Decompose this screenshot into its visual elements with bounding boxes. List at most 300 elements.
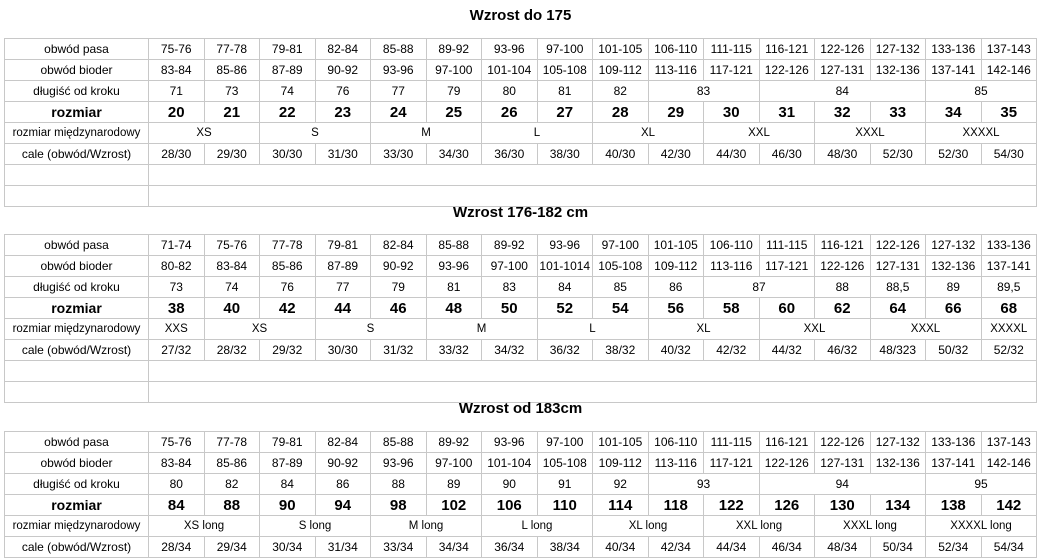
table-cell: 137-143 — [981, 432, 1037, 453]
row-label: obwód bioder — [5, 453, 149, 474]
table-cell: 74 — [204, 277, 260, 298]
table-row — [5, 102, 1037, 123]
table-cell: 30 — [704, 102, 760, 123]
table-cell: 26 — [482, 102, 538, 123]
table-cell: 31 — [759, 102, 815, 123]
table-cell: XS — [149, 123, 260, 144]
table-cell: 77-78 — [204, 39, 260, 60]
row-label: cale (obwód/Wzrost) — [5, 537, 149, 558]
row-label: obwód pasa — [5, 39, 149, 60]
table-cell: 127-132 — [870, 432, 926, 453]
table-cell: 83-84 — [149, 453, 205, 474]
row-label: długiść od kroku — [5, 81, 149, 102]
table-cell: 33/30 — [371, 144, 427, 165]
table-cell: 133-136 — [926, 432, 982, 453]
size-table — [4, 234, 1037, 403]
table-cell: 44 — [315, 298, 371, 319]
table-cell: 106 — [482, 495, 538, 516]
table-cell: 138 — [926, 495, 982, 516]
row-label: rozmiar międzynarodowy — [5, 123, 149, 144]
table-cell: 111-115 — [759, 235, 815, 256]
table-cell: 38/30 — [537, 144, 593, 165]
table-cell: 93-96 — [371, 453, 427, 474]
table-cell: 85-86 — [204, 60, 260, 81]
table-cell: 40/34 — [593, 537, 649, 558]
table-row — [5, 298, 1037, 319]
table-row — [5, 123, 1037, 144]
table-cell: 127-131 — [815, 453, 871, 474]
table-cell: 97-100 — [537, 432, 593, 453]
row-label: długiść od kroku — [5, 277, 149, 298]
table-cell: 90 — [482, 474, 538, 495]
table-cell: 109-112 — [593, 60, 649, 81]
table-cell: 48 — [426, 298, 482, 319]
table-cell: 82 — [204, 474, 260, 495]
table-cell: 116-121 — [815, 235, 871, 256]
table-cell: 113-116 — [648, 60, 704, 81]
table-cell: 82-84 — [315, 432, 371, 453]
table-cell: 38 — [149, 298, 205, 319]
table-cell: 84 — [149, 495, 205, 516]
row-label: obwód bioder — [5, 256, 149, 277]
table-cell: 122-126 — [815, 39, 871, 60]
table-cell: XXL — [759, 319, 870, 340]
table-cell: 79-81 — [315, 235, 371, 256]
table-cell: 83 — [482, 277, 538, 298]
table-cell: 52/30 — [926, 144, 982, 165]
table-cell: XXXXL — [926, 123, 1037, 144]
table-cell: 58 — [704, 298, 760, 319]
table-cell: 122-126 — [815, 256, 871, 277]
table-cell: 91 — [537, 474, 593, 495]
table-row — [5, 144, 1037, 165]
table-cell: 25 — [426, 102, 482, 123]
table-cell: 54/30 — [981, 144, 1037, 165]
table-cell: 31/34 — [315, 537, 371, 558]
table-cell: 42/34 — [648, 537, 704, 558]
table-cell: 64 — [870, 298, 926, 319]
table-cell: XXS — [149, 319, 205, 340]
table-cell: 92 — [593, 474, 649, 495]
table-cell: XXXXL — [981, 319, 1037, 340]
table-cell: 80-82 — [149, 256, 205, 277]
row-label: rozmiar — [5, 495, 149, 516]
table-cell: L long — [482, 516, 593, 537]
table-row — [5, 60, 1037, 81]
table-cell: 34/30 — [426, 144, 482, 165]
table-cell: L — [537, 319, 648, 340]
table-cell: XS — [204, 319, 315, 340]
table-cell: XS long — [149, 516, 260, 537]
table-cell: 127-131 — [870, 256, 926, 277]
table-cell: 118 — [648, 495, 704, 516]
table-row — [5, 256, 1037, 277]
table-cell: 46/34 — [759, 537, 815, 558]
table-cell: 42 — [260, 298, 316, 319]
table-cell: 101-104 — [482, 60, 538, 81]
table-cell: 88,5 — [870, 277, 926, 298]
table-cell: 28/30 — [149, 144, 205, 165]
table-cell: S — [260, 123, 371, 144]
table-cell: 73 — [149, 277, 205, 298]
table-cell: 93-96 — [482, 432, 538, 453]
table-cell: 83-84 — [149, 60, 205, 81]
table-cell: 24 — [371, 102, 427, 123]
table-cell: 33 — [870, 102, 926, 123]
table-cell: 87-89 — [260, 453, 316, 474]
table-cell: 85 — [926, 81, 1037, 102]
table-cell: M — [371, 123, 482, 144]
table-cell: 89-92 — [426, 432, 482, 453]
table-row — [5, 474, 1037, 495]
table-cell: 97-100 — [593, 235, 649, 256]
table-cell: 82 — [593, 81, 649, 102]
table-cell: 142 — [981, 495, 1037, 516]
table-cell: 137-141 — [926, 60, 982, 81]
table-cell: 137-141 — [981, 256, 1037, 277]
table-cell: 116-121 — [759, 39, 815, 60]
table-cell: 29/30 — [204, 144, 260, 165]
table-cell: 34/32 — [482, 340, 538, 361]
table-cell: 77 — [315, 277, 371, 298]
table-cell: 34/34 — [426, 537, 482, 558]
section-title: Wzrost do 175 — [469, 7, 572, 24]
table-cell: 62 — [815, 298, 871, 319]
table-cell: 127-132 — [870, 39, 926, 60]
table-cell: 110 — [537, 495, 593, 516]
table-cell: XXL long — [704, 516, 815, 537]
table-cell: 97-100 — [426, 453, 482, 474]
table-cell: 81 — [426, 277, 482, 298]
table-cell: 88 — [204, 495, 260, 516]
table-cell: 113-116 — [704, 256, 760, 277]
table-cell: 52/34 — [926, 537, 982, 558]
table-cell: 97-100 — [537, 39, 593, 60]
size-table — [4, 38, 1037, 207]
table-cell: 122-126 — [759, 453, 815, 474]
table-cell: 31/32 — [371, 340, 427, 361]
table-cell: 66 — [926, 298, 982, 319]
section-title: Wzrost 176-182 cm — [452, 204, 589, 221]
table-cell: 122 — [704, 495, 760, 516]
table-cell: 76 — [260, 277, 316, 298]
table-cell: 101-1014 — [537, 256, 593, 277]
table-cell: 93-96 — [537, 235, 593, 256]
table-cell: 81 — [537, 81, 593, 102]
table-cell: 127-131 — [815, 60, 871, 81]
table-cell: 122-126 — [759, 60, 815, 81]
table-row — [5, 340, 1037, 361]
table-cell: 46 — [371, 298, 427, 319]
table-cell: M long — [371, 516, 482, 537]
table-cell: 85-86 — [204, 453, 260, 474]
row-label: rozmiar — [5, 102, 149, 123]
table-cell: 132-136 — [870, 60, 926, 81]
table-row — [5, 165, 1037, 186]
table-cell: 132-136 — [870, 453, 926, 474]
table-cell: 79 — [426, 81, 482, 102]
table-row — [5, 495, 1037, 516]
table-cell: 90-92 — [315, 453, 371, 474]
table-cell: 88 — [815, 277, 871, 298]
table-cell: 38/34 — [537, 537, 593, 558]
table-cell: 60 — [759, 298, 815, 319]
row-label: rozmiar międzynarodowy — [5, 516, 149, 537]
table-cell: M — [426, 319, 537, 340]
table-row — [5, 361, 1037, 382]
table-cell: 79 — [371, 277, 427, 298]
table-cell: 93-96 — [371, 60, 427, 81]
table-cell: 101-104 — [482, 453, 538, 474]
table-cell: 105-108 — [593, 256, 649, 277]
table-cell: 30/30 — [315, 340, 371, 361]
table-cell: 75-76 — [204, 235, 260, 256]
table-cell: 40/32 — [648, 340, 704, 361]
table-cell: 137-143 — [981, 39, 1037, 60]
table-cell: 117-121 — [704, 453, 760, 474]
table-cell: XXL — [704, 123, 815, 144]
table-cell: 133-136 — [926, 39, 982, 60]
row-label: obwód pasa — [5, 432, 149, 453]
table-cell: 90-92 — [371, 256, 427, 277]
row-label: obwód pasa — [5, 235, 149, 256]
table-cell: 77-78 — [204, 432, 260, 453]
table-cell: 22 — [260, 102, 316, 123]
row-label: cale (obwód/Wzrost) — [5, 144, 149, 165]
table-cell: 83 — [648, 81, 759, 102]
table-cell: 52 — [537, 298, 593, 319]
table-cell: 97-100 — [482, 256, 538, 277]
row-label: obwód bioder — [5, 60, 149, 81]
table-cell: XL long — [593, 516, 704, 537]
row-label — [5, 361, 149, 382]
table-cell: XXXL — [870, 319, 981, 340]
table-cell: 130 — [815, 495, 871, 516]
table-cell: 27 — [537, 102, 593, 123]
table-cell: 111-115 — [704, 39, 760, 60]
table-cell: 86 — [648, 277, 704, 298]
table-cell: 29/34 — [204, 537, 260, 558]
table-cell: 101-105 — [593, 39, 649, 60]
table-cell: 85 — [593, 277, 649, 298]
table-cell: 109-112 — [648, 256, 704, 277]
table-cell: 76 — [315, 81, 371, 102]
table-cell: 88 — [371, 474, 427, 495]
table-cell: 87-89 — [315, 256, 371, 277]
table-row — [5, 537, 1037, 558]
table-cell — [149, 361, 1037, 382]
table-cell: 23 — [315, 102, 371, 123]
table-cell: 79-81 — [260, 39, 316, 60]
table-cell: 93-96 — [426, 256, 482, 277]
table-cell: 87 — [704, 277, 815, 298]
table-row — [5, 39, 1037, 60]
table-cell: 106-110 — [704, 235, 760, 256]
table-cell: 50/32 — [926, 340, 982, 361]
table-cell: 84 — [759, 81, 926, 102]
table-cell: 28 — [593, 102, 649, 123]
table-cell: 32 — [815, 102, 871, 123]
table-cell: 117-121 — [759, 256, 815, 277]
row-label: długiść od kroku — [5, 474, 149, 495]
table-cell: 84 — [537, 277, 593, 298]
table-row — [5, 235, 1037, 256]
table-cell: 127-132 — [926, 235, 982, 256]
table-cell: 36/32 — [537, 340, 593, 361]
table-cell: 93-96 — [482, 39, 538, 60]
table-cell: 44/30 — [704, 144, 760, 165]
table-cell: 105-108 — [537, 453, 593, 474]
table-cell: 85-88 — [426, 235, 482, 256]
table-cell: 93 — [648, 474, 759, 495]
table-cell: 132-136 — [926, 256, 982, 277]
table-cell: 89 — [926, 277, 982, 298]
table-cell: 85-86 — [260, 256, 316, 277]
table-cell: 89 — [426, 474, 482, 495]
table-cell: 21 — [204, 102, 260, 123]
table-cell: 29 — [648, 102, 704, 123]
table-cell: 106-110 — [648, 39, 704, 60]
table-cell: 97-100 — [426, 60, 482, 81]
table-cell: 89-92 — [482, 235, 538, 256]
table-cell: XL — [593, 123, 704, 144]
table-cell: 40 — [204, 298, 260, 319]
table-cell: 85-88 — [371, 432, 427, 453]
table-cell: 31/30 — [315, 144, 371, 165]
table-cell: 95 — [926, 474, 1037, 495]
table-cell: 29/32 — [260, 340, 316, 361]
table-cell: 71 — [149, 81, 205, 102]
table-cell — [149, 165, 1037, 186]
table-cell: 117-121 — [704, 60, 760, 81]
table-cell: 90-92 — [315, 60, 371, 81]
table-cell: 33/34 — [371, 537, 427, 558]
table-cell: 28/34 — [149, 537, 205, 558]
table-cell: 109-112 — [593, 453, 649, 474]
table-cell: 73 — [204, 81, 260, 102]
table-cell: 44/34 — [704, 537, 760, 558]
table-cell: 83-84 — [204, 256, 260, 277]
table-cell: 52/32 — [981, 340, 1037, 361]
table-cell: 28/32 — [204, 340, 260, 361]
table-cell: 142-146 — [981, 453, 1037, 474]
table-cell: 36/34 — [482, 537, 538, 558]
table-cell: 68 — [981, 298, 1037, 319]
table-cell: 75-76 — [149, 432, 205, 453]
table-cell: XXXL — [815, 123, 926, 144]
table-cell: 54 — [593, 298, 649, 319]
row-label: rozmiar — [5, 298, 149, 319]
table-cell: 116-121 — [759, 432, 815, 453]
table-cell: 40/30 — [593, 144, 649, 165]
table-cell: 106-110 — [648, 432, 704, 453]
table-cell: 137-141 — [926, 453, 982, 474]
section-title: Wzrost od 183cm — [458, 400, 583, 417]
table-cell: 48/34 — [815, 537, 871, 558]
row-label — [5, 165, 149, 186]
table-cell: 87-89 — [260, 60, 316, 81]
table-cell: XL — [648, 319, 759, 340]
table-cell: 133-136 — [981, 235, 1037, 256]
table-row — [5, 453, 1037, 474]
table-cell: 101-105 — [648, 235, 704, 256]
table-cell: 46/32 — [815, 340, 871, 361]
table-cell: 33/32 — [426, 340, 482, 361]
table-cell: 89-92 — [426, 39, 482, 60]
table-cell: 71-74 — [149, 235, 205, 256]
table-cell: 122-126 — [870, 235, 926, 256]
table-cell: 36/30 — [482, 144, 538, 165]
table-cell: 134 — [870, 495, 926, 516]
table-cell: 98 — [371, 495, 427, 516]
table-cell: 79-81 — [260, 432, 316, 453]
table-cell: 30/30 — [260, 144, 316, 165]
table-cell: 30/34 — [260, 537, 316, 558]
table-cell: 20 — [149, 102, 205, 123]
table-cell: 94 — [315, 495, 371, 516]
table-row — [5, 81, 1037, 102]
table-row — [5, 516, 1037, 537]
table-cell: 126 — [759, 495, 815, 516]
row-label: rozmiar międzynarodowy — [5, 319, 149, 340]
table-cell: 56 — [648, 298, 704, 319]
table-cell: 35 — [981, 102, 1037, 123]
table-cell: 74 — [260, 81, 316, 102]
table-cell: 42/32 — [704, 340, 760, 361]
table-cell: 122-126 — [815, 432, 871, 453]
table-cell: XXXL long — [815, 516, 926, 537]
table-cell: 84 — [260, 474, 316, 495]
table-cell: 44/32 — [759, 340, 815, 361]
table-row — [5, 319, 1037, 340]
table-cell: 90 — [260, 495, 316, 516]
table-cell: 82-84 — [371, 235, 427, 256]
table-cell: 77 — [371, 81, 427, 102]
table-cell: 52/30 — [870, 144, 926, 165]
table-cell: 54/34 — [981, 537, 1037, 558]
table-row — [5, 277, 1037, 298]
table-cell: 102 — [426, 495, 482, 516]
table-cell: 114 — [593, 495, 649, 516]
table-cell: 38/32 — [593, 340, 649, 361]
table-cell: S long — [260, 516, 371, 537]
table-cell: 89,5 — [981, 277, 1037, 298]
table-cell: 75-76 — [149, 39, 205, 60]
table-cell: 34 — [926, 102, 982, 123]
table-cell: 105-108 — [537, 60, 593, 81]
table-cell: 42/30 — [648, 144, 704, 165]
table-cell: 48/323 — [870, 340, 926, 361]
table-cell: XXXXL long — [926, 516, 1037, 537]
table-cell: 113-116 — [648, 453, 704, 474]
table-cell: 27/32 — [149, 340, 205, 361]
table-cell: 142-146 — [981, 60, 1037, 81]
table-cell: 94 — [759, 474, 926, 495]
table-cell: 46/30 — [759, 144, 815, 165]
table-cell: 86 — [315, 474, 371, 495]
table-row — [5, 432, 1037, 453]
table-cell: 48/30 — [815, 144, 871, 165]
table-cell: S — [315, 319, 426, 340]
table-cell: 50 — [482, 298, 538, 319]
table-cell: 80 — [482, 81, 538, 102]
table-cell: 85-88 — [371, 39, 427, 60]
table-cell: 82-84 — [315, 39, 371, 60]
table-cell: 111-115 — [704, 432, 760, 453]
table-cell: 101-105 — [593, 432, 649, 453]
table-cell: 50/34 — [870, 537, 926, 558]
table-cell: 80 — [149, 474, 205, 495]
